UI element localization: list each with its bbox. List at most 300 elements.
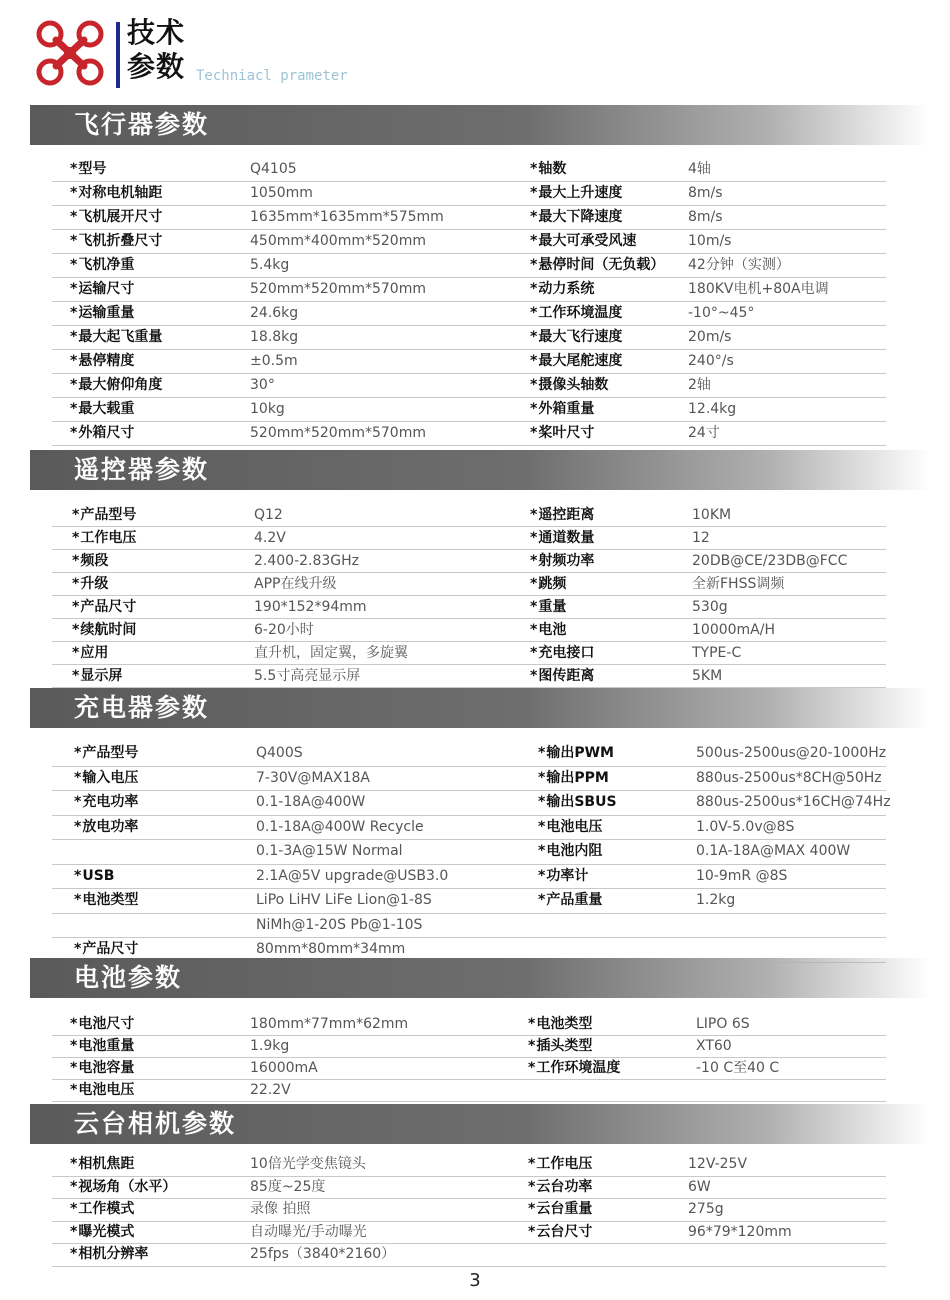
spec-value-right-text: 24寸: [688, 425, 720, 441]
spec-value-left: [254, 619, 314, 641]
spec-value-right: [692, 619, 775, 641]
table-row: [52, 742, 886, 767]
bullet-star-icon: *: [538, 867, 546, 884]
bullet-star-icon: *: [70, 161, 78, 177]
spec-label-left-text: 工作模式: [78, 1201, 135, 1217]
spec-value-left: [250, 1036, 289, 1057]
spec-value-right: [696, 840, 850, 864]
spec-label-right: [528, 1036, 592, 1057]
spec-value-right: [696, 865, 787, 889]
spec-value-right-text: 6W: [688, 1178, 711, 1195]
spec-value-left-text: 1.9kg: [250, 1038, 290, 1054]
bullet-star-icon: *: [72, 599, 80, 615]
bullet-star-icon: *: [70, 185, 78, 201]
spec-value-right-text: 0.1A-18A@MAX 400W: [696, 843, 851, 859]
spec-label-right: [530, 398, 594, 421]
spec-label-right-text: 电池类型: [536, 1016, 593, 1032]
spec-value-left-text: 1635mm*1635mm*575mm: [250, 209, 444, 225]
spec-label-left: [72, 504, 136, 526]
spec-value-left: [254, 665, 360, 687]
spec-value-right: [696, 1058, 779, 1079]
spec-value-right-text: 880us-2500us*8CH@50Hz: [696, 769, 882, 786]
spec-label-left: [70, 350, 134, 373]
spec-label-left: [72, 665, 122, 687]
spec-label-right-text: 外箱重量: [538, 401, 595, 417]
bullet-star-icon: *: [528, 1201, 536, 1217]
table-row: [52, 230, 886, 254]
bullet-star-icon: *: [530, 185, 538, 201]
spec-value-right: [696, 742, 886, 766]
table-row: [52, 1244, 886, 1267]
spec-value-right-text: 1.0V-5.0v@8S: [696, 818, 795, 835]
bullet-star-icon: *: [72, 645, 80, 661]
spec-value-left: [256, 791, 365, 815]
spec-label-left-text: 电池容量: [78, 1060, 135, 1076]
table-row: [52, 914, 886, 939]
bullet-star-icon: *: [72, 553, 80, 569]
spec-value-left: [250, 1154, 366, 1176]
spec-label-right: [538, 889, 602, 913]
bullet-star-icon: *: [530, 553, 538, 569]
table-row: [52, 889, 886, 914]
spec-label-right: [528, 1199, 592, 1221]
header-divider: [116, 22, 120, 88]
spec-label-left-text: 显示屏: [80, 668, 123, 684]
spec-value-right: [688, 254, 790, 277]
bullet-star-icon: *: [530, 257, 538, 273]
spec-label-right: [530, 619, 566, 641]
spec-value-left-text: 4.2V: [254, 530, 286, 546]
spec-label-left-text: 产品型号: [80, 507, 137, 523]
spec-value-right: [688, 1222, 792, 1244]
spec-value-right: [692, 550, 847, 572]
bullet-star-icon: *: [74, 794, 82, 810]
table-row: [52, 326, 886, 350]
spec-label-left-text: 升级: [80, 576, 109, 592]
table-row: [52, 665, 886, 688]
spec-value-left: [250, 1222, 367, 1244]
table-row: [52, 791, 891, 816]
table-row: [52, 840, 886, 865]
spec-value-left-text: 10倍光学变焦镜头: [250, 1156, 366, 1172]
spec-value-right-text: 240°/s: [688, 353, 734, 369]
spec-label-right: [530, 230, 636, 253]
page-number: 3: [469, 1270, 481, 1291]
spec-value-left-text: Q4105: [250, 161, 297, 177]
spec-label-right-text: 射频功率: [538, 553, 595, 569]
spec-label-right: [530, 374, 608, 397]
spec-value-left-text: 2.1A@5V upgrade@USB3.0: [256, 867, 449, 884]
table-row: [52, 816, 886, 841]
spec-label-left-text: 频段: [80, 553, 109, 569]
spec-label-right: [530, 527, 594, 549]
spec-value-right: [688, 398, 736, 421]
spec-label-left-text: 电池重量: [78, 1038, 135, 1054]
spec-value-left: [256, 767, 370, 791]
bullet-star-icon: *: [74, 769, 82, 786]
spec-value-right-text: 20DB@CE/23DB@FCC: [692, 553, 848, 569]
spec-value-right-text: 96*79*120mm: [688, 1223, 792, 1240]
spec-value-left-text: 1050mm: [250, 185, 313, 201]
spec-label-right-text: 工作环境温度: [536, 1060, 621, 1076]
page-header: [30, 14, 430, 94]
bullet-star-icon: *: [74, 941, 82, 957]
spec-value-right-text: 20m/s: [688, 329, 732, 345]
spec-label-right: [530, 302, 622, 325]
spec-label-left-text: 相机分辨率: [78, 1246, 149, 1262]
spec-value-left-text: 录像 拍照: [250, 1201, 311, 1217]
spec-value-right-text: -10 C至40 C: [696, 1060, 780, 1076]
bullet-star-icon: *: [530, 161, 538, 177]
spec-value-right: [688, 230, 731, 253]
bullet-star-icon: *: [530, 281, 538, 297]
bullet-star-icon: *: [528, 1016, 536, 1032]
bullet-star-icon: *: [70, 233, 78, 249]
spec-label-right: [528, 1154, 592, 1176]
spec-label-right-text: 输出PPM: [546, 769, 609, 786]
spec-value-right-text: TYPE-C: [692, 645, 742, 661]
spec-value-right: [688, 1199, 724, 1221]
spec-label-right: [530, 550, 594, 572]
bullet-star-icon: *: [72, 668, 80, 684]
spec-value-right: [696, 1036, 732, 1057]
spec-value-left: [256, 865, 448, 889]
spec-label-left: [70, 1014, 134, 1035]
spec-value-right-text: 全新FHSS调频: [692, 576, 785, 592]
table-row: [52, 158, 886, 182]
table-row: [52, 596, 886, 619]
spec-value-left-text: 520mm*520mm*570mm: [250, 425, 426, 441]
spec-label-right: [538, 791, 617, 815]
spec-label-left-text: 产品尺寸: [80, 599, 137, 615]
bullet-star-icon: *: [70, 1016, 78, 1032]
spec-label-right-text: 桨叶尺寸: [538, 425, 595, 441]
spec-value-left-text: NiMh@1-20S Pb@1-10S: [256, 916, 423, 933]
spec-label-right-text: 云台重量: [536, 1201, 593, 1217]
spec-label-left: [72, 642, 108, 664]
spec-value-left-text: 10kg: [250, 401, 285, 417]
spec-value-left: [250, 1080, 291, 1101]
spec-value-left: [254, 504, 283, 526]
spec-label-right: [530, 504, 594, 526]
spec-label-right-text: 最大可承受风速: [538, 233, 637, 249]
spec-label-left: [74, 889, 138, 913]
spec-value-left: [254, 550, 359, 572]
bullet-star-icon: *: [70, 425, 78, 441]
spec-label-left: [70, 1222, 134, 1244]
spec-label-left-text: 电池尺寸: [78, 1016, 135, 1032]
spec-value-left-text: LiPo LiHV LiFe Lion@1-8S: [256, 892, 432, 908]
spec-value-right: [696, 1014, 750, 1035]
bullet-star-icon: *: [70, 305, 78, 321]
spec-label-left: [74, 767, 138, 791]
bullet-star-icon: *: [538, 892, 546, 908]
table-row: [52, 865, 886, 890]
bullet-star-icon: *: [530, 645, 538, 661]
spec-value-left: [254, 596, 367, 618]
spec-table-battery: [52, 1014, 886, 1102]
spec-label-left: [70, 158, 106, 181]
spec-label-left-text: 最大起飞重量: [78, 329, 163, 345]
spec-label-right-text: 产品重量: [546, 892, 603, 908]
drone-logo-icon: [34, 18, 106, 88]
table-row: [52, 619, 886, 642]
table-row: [52, 302, 886, 326]
spec-value-right: [688, 374, 711, 397]
spec-value-left: [250, 350, 298, 373]
bullet-star-icon: *: [528, 1038, 536, 1054]
spec-label-left-text: USB: [82, 867, 115, 884]
spec-value-right: [688, 326, 731, 349]
spec-value-right-text: 10KM: [692, 507, 732, 523]
spec-value-right: [688, 158, 711, 181]
spec-value-left: [256, 914, 422, 938]
spec-label-left: [74, 865, 114, 889]
table-row: [52, 550, 886, 573]
table-row: [52, 206, 886, 230]
spec-value-left: [256, 816, 424, 840]
spec-label-left-text: 续航时间: [80, 622, 137, 638]
spec-label-left: [70, 422, 134, 445]
spec-label-right: [530, 278, 594, 301]
spec-value-left-text: 450mm*400mm*520mm: [250, 233, 426, 249]
spec-value-left: [250, 158, 297, 181]
bullet-star-icon: *: [74, 892, 82, 908]
spec-label-right-text: 轴数: [538, 161, 567, 177]
spec-value-right-text: LIPO 6S: [696, 1016, 750, 1032]
bullet-star-icon: *: [530, 425, 538, 441]
table-row: [52, 182, 886, 206]
spec-label-right: [530, 326, 622, 349]
table-row: [52, 1199, 886, 1222]
bullet-star-icon: *: [528, 1060, 536, 1076]
spec-value-left: [254, 527, 286, 549]
spec-value-left: [250, 1177, 325, 1199]
spec-label-right-text: 电池: [538, 622, 567, 638]
spec-value-left-text: 22.2V: [250, 1082, 291, 1098]
spec-label-right-text: 工作电压: [536, 1156, 593, 1172]
spec-table-gimbal: [52, 1154, 886, 1267]
bullet-star-icon: *: [538, 818, 546, 835]
spec-label-right-text: 摄像头轴数: [538, 377, 609, 393]
table-row: [52, 374, 886, 398]
spec-label-right-text: 遥控距离: [538, 507, 595, 523]
spec-value-left-text: 190*152*94mm: [254, 599, 367, 615]
spec-label-left: [70, 1177, 176, 1199]
bullet-star-icon: *: [70, 1156, 78, 1172]
bullet-star-icon: *: [72, 622, 80, 638]
spec-label-left-text: 产品型号: [82, 745, 139, 761]
spec-value-left: [250, 1058, 318, 1079]
spec-value-left-text: 18.8kg: [250, 329, 299, 345]
spec-value-right-text: 2轴: [688, 377, 711, 393]
section-header-aircraft: [30, 105, 930, 145]
table-row: [52, 504, 886, 527]
spec-label-left: [70, 1080, 134, 1101]
spec-value-right: [696, 767, 882, 791]
bullet-star-icon: *: [530, 353, 538, 369]
bullet-star-icon: *: [70, 329, 78, 345]
spec-value-left-text: 520mm*520mm*570mm: [250, 281, 426, 297]
table-row: [52, 350, 886, 374]
bullet-star-icon: *: [530, 530, 538, 546]
spec-value-right-text: 8m/s: [688, 185, 723, 201]
spec-value-right: [688, 182, 723, 205]
spec-value-right-text: -10°~45°: [688, 305, 755, 321]
bullet-star-icon: *: [530, 668, 538, 684]
bullet-star-icon: *: [70, 1223, 78, 1240]
table-row: [52, 767, 886, 792]
bullet-star-icon: *: [70, 353, 78, 369]
spec-value-left: [250, 254, 289, 277]
bullet-star-icon: *: [538, 843, 546, 859]
spec-value-right: [696, 816, 794, 840]
spec-value-right: [688, 422, 720, 445]
table-row: [52, 1222, 886, 1245]
spec-label-left: [70, 374, 162, 397]
bullet-star-icon: *: [530, 377, 538, 393]
spec-label-left: [70, 1154, 134, 1176]
spec-label-left: [70, 326, 162, 349]
spec-label-right-text: 工作环境温度: [538, 305, 623, 321]
bullet-star-icon: *: [70, 1178, 78, 1195]
spec-value-left-text: 直升机，固定翼，多旋翼: [254, 645, 408, 661]
spec-value-right: [692, 573, 784, 595]
bullet-star-icon: *: [70, 1082, 78, 1098]
spec-label-left: [70, 230, 162, 253]
spec-label-left-text: 电池电压: [78, 1082, 135, 1098]
bullet-star-icon: *: [74, 818, 82, 835]
spec-table-charger: [52, 742, 891, 963]
spec-value-left: [256, 889, 432, 913]
spec-label-left-text: 对称电机轴距: [78, 185, 163, 201]
bullet-star-icon: *: [70, 281, 78, 297]
spec-value-right: [688, 1177, 711, 1199]
bullet-star-icon: *: [70, 1060, 78, 1076]
spec-label-left-text: 放电功率: [82, 818, 139, 835]
bullet-star-icon: *: [70, 377, 78, 393]
bullet-star-icon: *: [528, 1178, 536, 1195]
section-header-battery: [30, 958, 930, 998]
bullet-star-icon: *: [530, 305, 538, 321]
spec-label-right: [538, 816, 602, 840]
bullet-star-icon: *: [70, 209, 78, 225]
spec-value-left-text: 85度~25度: [250, 1178, 326, 1195]
spec-value-right-text: 10-9mR @8S: [696, 867, 788, 884]
bullet-star-icon: *: [70, 401, 78, 417]
spec-value-right-text: 8m/s: [688, 209, 723, 225]
spec-value-left-text: APP在线升级: [254, 576, 337, 592]
spec-label-left: [70, 278, 134, 301]
bullet-star-icon: *: [530, 576, 538, 592]
spec-value-left-text: 16000mA: [250, 1060, 318, 1076]
spec-label-left-text: 产品尺寸: [82, 941, 139, 957]
table-row: [52, 1036, 886, 1058]
spec-value-right: [692, 596, 728, 618]
bullet-star-icon: *: [530, 599, 538, 615]
spec-label-right: [528, 1058, 620, 1079]
table-row: [52, 1154, 886, 1177]
spec-label-left-text: 电池类型: [82, 892, 139, 908]
spec-value-right: [692, 504, 731, 526]
spec-label-left: [70, 1036, 134, 1057]
spec-value-right: [688, 302, 754, 325]
spec-value-right: [688, 206, 723, 229]
spec-value-left: [250, 302, 298, 325]
spec-label-right-text: 跳频: [538, 576, 567, 592]
spec-label-left-text: 型号: [78, 161, 107, 177]
spec-label-right: [538, 742, 614, 766]
spec-value-left-text: Q12: [254, 507, 283, 523]
spec-label-right-text: 输出SBUS: [546, 794, 617, 810]
bullet-star-icon: *: [530, 209, 538, 225]
spec-label-left: [74, 816, 138, 840]
bullet-star-icon: *: [538, 794, 546, 810]
spec-label-right: [530, 350, 622, 373]
spec-value-left-text: 24.6kg: [250, 305, 299, 321]
spec-label-right: [528, 1222, 592, 1244]
spec-label-right-text: 电池电压: [546, 818, 603, 835]
spec-value-right: [692, 665, 722, 687]
spec-label-right: [530, 182, 622, 205]
spec-value-left-text: 7-30V@MAX18A: [256, 769, 370, 786]
table-row: [52, 278, 886, 302]
spec-label-left-text: 相机焦距: [78, 1156, 135, 1172]
section-title: 遥控器参数: [74, 455, 210, 484]
spec-value-left: [256, 742, 303, 766]
spec-label-left-text: 工作电压: [80, 530, 137, 546]
spec-value-right-text: 500us-2500us@20-1000Hz: [696, 745, 887, 761]
bullet-star-icon: *: [72, 507, 80, 523]
spec-label-left-text: 最大载重: [78, 401, 135, 417]
section-header-remote: [30, 450, 930, 490]
spec-value-right-text: 12: [692, 530, 710, 546]
spec-value-left-text: 自动曝光/手动曝光: [250, 1223, 367, 1240]
spec-value-left: [250, 1199, 310, 1221]
table-row: [52, 642, 886, 665]
spec-label-right: [528, 1014, 592, 1035]
spec-value-right-text: XT60: [696, 1038, 732, 1054]
section-header-gimbal: [30, 1104, 930, 1144]
spec-label-right-text: 动力系统: [538, 281, 595, 297]
spec-label-right: [530, 254, 664, 277]
spec-label-right: [530, 642, 594, 664]
spec-label-left: [70, 302, 134, 325]
bullet-star-icon: *: [538, 745, 546, 761]
spec-value-right: [688, 1154, 747, 1176]
spec-table-aircraft: [52, 158, 886, 446]
spec-label-left-text: 运输尺寸: [78, 281, 135, 297]
section-title: 充电器参数: [74, 693, 210, 722]
spec-label-right: [530, 596, 566, 618]
table-row: [52, 1080, 886, 1102]
spec-label-left-text: 应用: [80, 645, 109, 661]
bullet-star-icon: *: [74, 745, 82, 761]
spec-value-right: [696, 791, 891, 815]
bullet-star-icon: *: [70, 1201, 78, 1217]
spec-value-left: [250, 398, 285, 421]
spec-value-left: [250, 326, 298, 349]
bullet-star-icon: *: [530, 622, 538, 638]
spec-value-left-text: 5.5寸高亮显示屏: [254, 668, 361, 684]
page-title: 技术 参数: [127, 16, 186, 83]
spec-value-left-text: 80mm*80mm*34mm: [256, 941, 406, 957]
spec-value-left-text: 0.1-18A@400W Recycle: [256, 818, 424, 835]
spec-label-left-text: 外箱尺寸: [78, 425, 135, 441]
bullet-star-icon: *: [530, 401, 538, 417]
spec-value-right-text: 880us-2500us*16CH@74Hz: [696, 794, 891, 810]
spec-value-right-text: 10000mA/H: [692, 622, 775, 638]
